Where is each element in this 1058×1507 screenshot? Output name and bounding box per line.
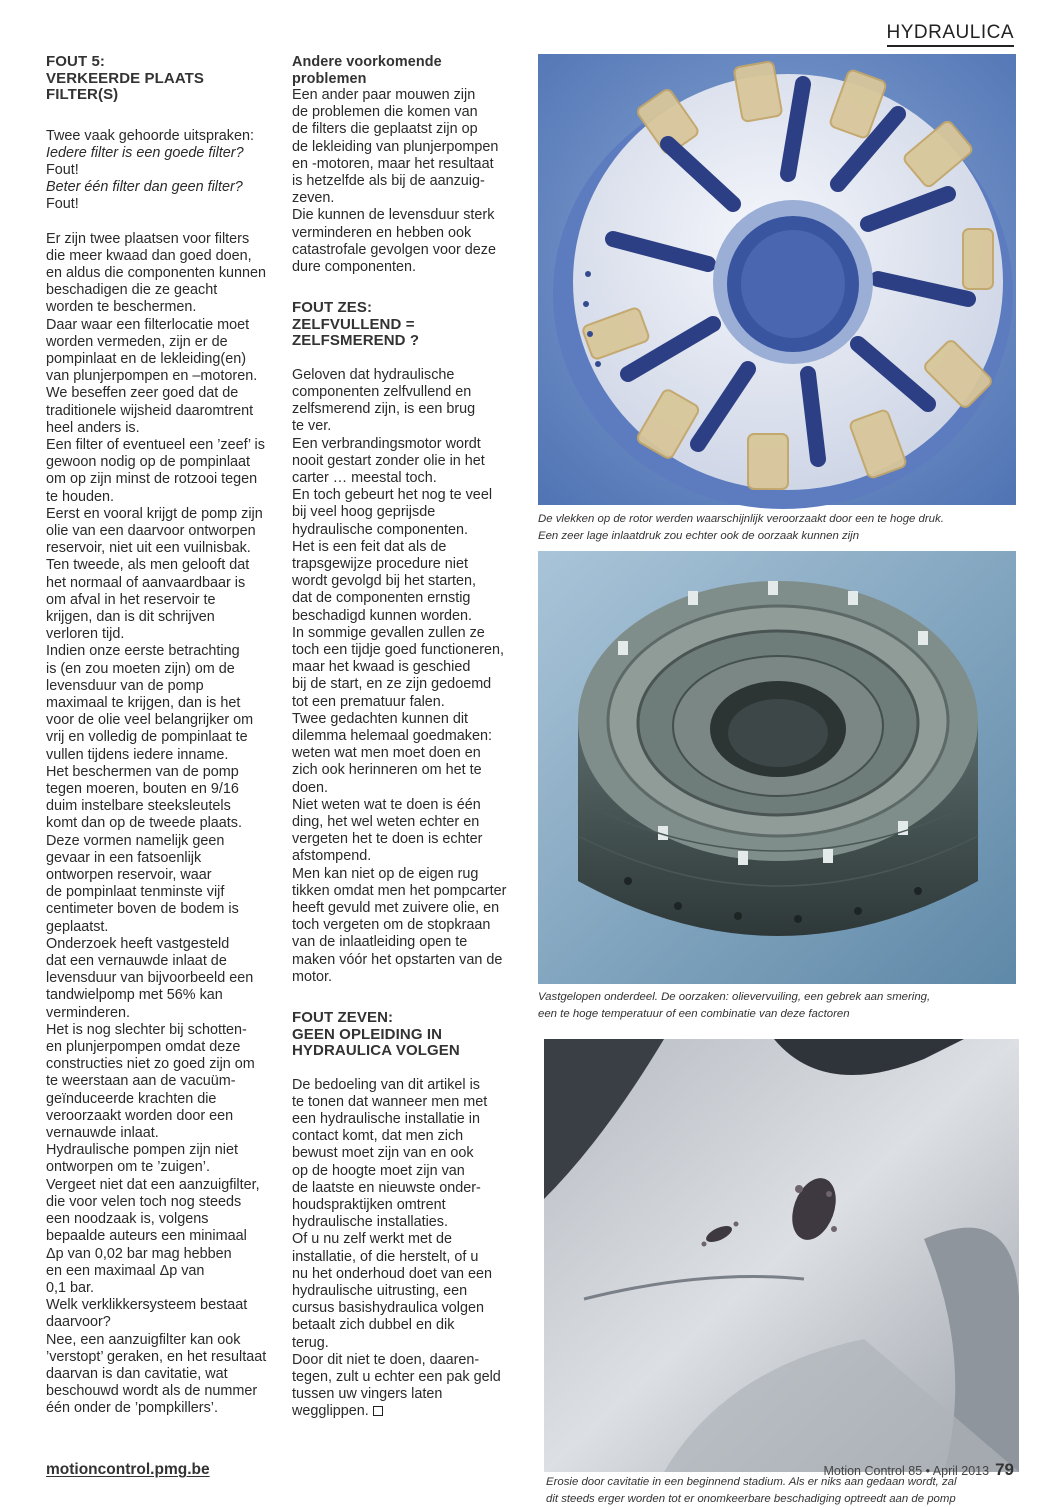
body-text-andere: Een ander paar mouwen zijn de problemen die komen van de filters die geplaatst zijn op de lekleiding van plunjerpompen en -motoren, maar het resultaat is hetzelfde als bij de aanzuig- zeven. Die kunnen de levensduur sterk verminderen en hebben ook catastrofale gevolgen voor deze dure componenten. — [292, 87, 499, 276]
quote-2: Beter één filter dan geen filter? — [46, 179, 243, 196]
heading-fout-5: FOUT 5: VERKEERDE PLAATS FILTER(S) — [46, 53, 205, 103]
body-text-fout-zeven-wrap — [292, 1077, 516, 1421]
page-number: 79 — [995, 1460, 1014, 1479]
intro-text: Twee vaak gehoorde uitspraken: — [46, 127, 254, 144]
body-text-fout-zeven: De bedoeling van dit artikel is te tonen dat wanneer men met een hydraulische installatie in contact komt, dat men zich bewust moet zijn van en ook op de hoogte moet zijn van de laatste en nieuwste onder- houdspraktijken omtrent hydraulische installaties. Of u nu zelf werkt met de installatie, of die herstelt, of u nu het onderhoud doet van een hydraulische uitrusting, een cursus basishydraulica volgen betaalt zich dubbel en dik terug. Door dit niet te doen, daaren- tegen, zult u echter een pak geld tussen uw vingers laten wegglippen. — [292, 1076, 501, 1420]
section-tag: HYDRAULICA — [887, 22, 1014, 47]
heading-fout-zes: FOUT ZES: ZELFVULLEND = ZELFSMEREND ? — [292, 299, 420, 350]
photo-cavitation — [544, 1039, 1019, 1472]
caption-photo-3: Erosie door cavitatie in een beginnend stadium. Als er niks aan gedaan wordt, zal dit steeds erger worden tot er onomkeerbare beschadiging optreedt aan de pomp — [546, 1476, 957, 1505]
body-text-fout-zes: Geloven dat hydraulische componenten zelfvullend en zelfsmerend zijn, is een brug te ver. Een verbrandingsmotor wordt nooit gestart zonder olie in het carter … meestal toch. En toch gebeurt het nog te veel bij veel hoog geprijsde hydraulische componenten. Het is een feit dat als de trapsgewijze procedure niet wordt gevolgd bij het starten, dat de componenten ernstig beschadigd kunnen worden. In sommige gevallen zullen ze toch een tijdje goed functioneren, maar het kwaad is geschied bij de start, en ze zijn gedoemd tot een prematuur falen. Twee gedachten kunnen dit dilemma helemaal goedmaken: weten wat men moet doen en zich ook herinneren om het te doen. Niet weten wat te doen is één ding, het wel weten echter en vergeten het te doen is echter afstompend. Men kan niet op de eigen rug tikken omdat men het pompcarter heeft gevuld met zuivere olie, en toch vergeten om de stopkraan van de inlaatleiding open te maken vóór het opstarten van de motor. — [292, 366, 507, 985]
heading-andere-problemen: Andere voorkomende problemen — [292, 54, 442, 87]
heading-fout-zeven: FOUT ZEVEN: GEEN OPLEIDING IN HYDRAULICA VOLGEN — [292, 1009, 460, 1060]
footer-issue-info — [823, 1460, 1014, 1480]
footer-website-link[interactable]: motioncontrol.pmg.be — [46, 1461, 210, 1478]
column-2 — [292, 54, 516, 1421]
footer-issue: Motion Control 85 • April 2013 — [823, 1464, 990, 1478]
body-text-col1: Er zijn twee plaatsen voor filters die meer kwaad dan goed doen, en aldus die componenten kunnen beschadigen die ze geacht worden te beschermen. Daar waar een filterlocatie moet worden vermeden, zijn er de pompinlaat en de lekleiding(en) van plunjerpompen en –motoren. We beseffen zeer goed dat de traditionele wijsheid daaromtrent heel anders is. Een filter of eventueel een ’zeef’ is gewoon nodig op de pompinlaat om op zijn minst de rotzooi tegen te houden. Eerst en vooral krijgt de pomp zijn olie van een daarvoor ontworpen reservoir, niet uit een vuilnisbak. Ten tweede, als men gelooft dat het normaal of aanvaardbaar is om afval in het reservoir te krijgen, dan is dit schrijven verloren tijd. Indien onze eerste betrachting is (en zou moeten zijn) om de levensduur van de pomp maximaal te krijgen, dan is het voor de olie veel belangrijker om vrij en volledig de pompinlaat te vullen tijdens iedere inname. Het beschermen van de pomp tegen moeren, bouten en 9/16 duim instelbare steeksleutels komt dan op de tweede plaats. Deze vormen namelijk geen gevaar in een fatsoenlijk ontworpen reservoir, waar de pompinlaat tenminste vijf centimeter boven de bodem is geplaatst. Onderzoek heeft vastgesteld dat een vernauwde inlaat de levensduur van bijvoorbeeld een tandwielpomp met 56% kan verminderen. Het is nog slechter bij schotten- en plunjerpompen omdat deze constructies niet zo goed zijn om te weerstaan aan de vacuüm- geïnduceerde krachten die veroorzaakt worden door een vernauwde inlaat. Hydraulische pompen zijn niet ontworpen om te ’zuigen’. Vergeet niet dat een aanzuigfilter, die voor velen toch nog steeds een noodzaak is, volgens bepaalde auteurs een minimaal Δp van 0,02 bar mag hebben en een maximaal Δp van 0,1 bar. Welk verklikkersysteem bestaat daarvoor? Nee, een aanzuigfilter kan ook ’verstopt’ geraken, en het resultaat daarvan is dan cavitatie, wat beschouwd wordt als de nummer één onder de ’pompkillers’. — [46, 230, 267, 1417]
caption-photo-2: Vastgelopen onderdeel. De oorzaken: olievervuiling, een gebrek aan smering, een te hoge temperatuur of een combinatie van deze factoren — [538, 991, 931, 1020]
photo-seized-part — [538, 551, 1016, 984]
photo-rotor — [538, 54, 1016, 505]
quote-1: Iedere filter is een goede filter? — [46, 144, 244, 161]
answer-2: Fout! — [46, 196, 79, 213]
column-1 — [46, 54, 268, 1418]
end-mark-icon — [373, 1406, 383, 1416]
caption-photo-1: De vlekken op de rotor werden waarschijnlijk veroorzaakt door een te hoge druk. Een zeer lage inlaatdruk zou echter ook de oorzaak kunnen zijn — [538, 513, 944, 542]
answer-1: Fout! — [46, 161, 79, 178]
